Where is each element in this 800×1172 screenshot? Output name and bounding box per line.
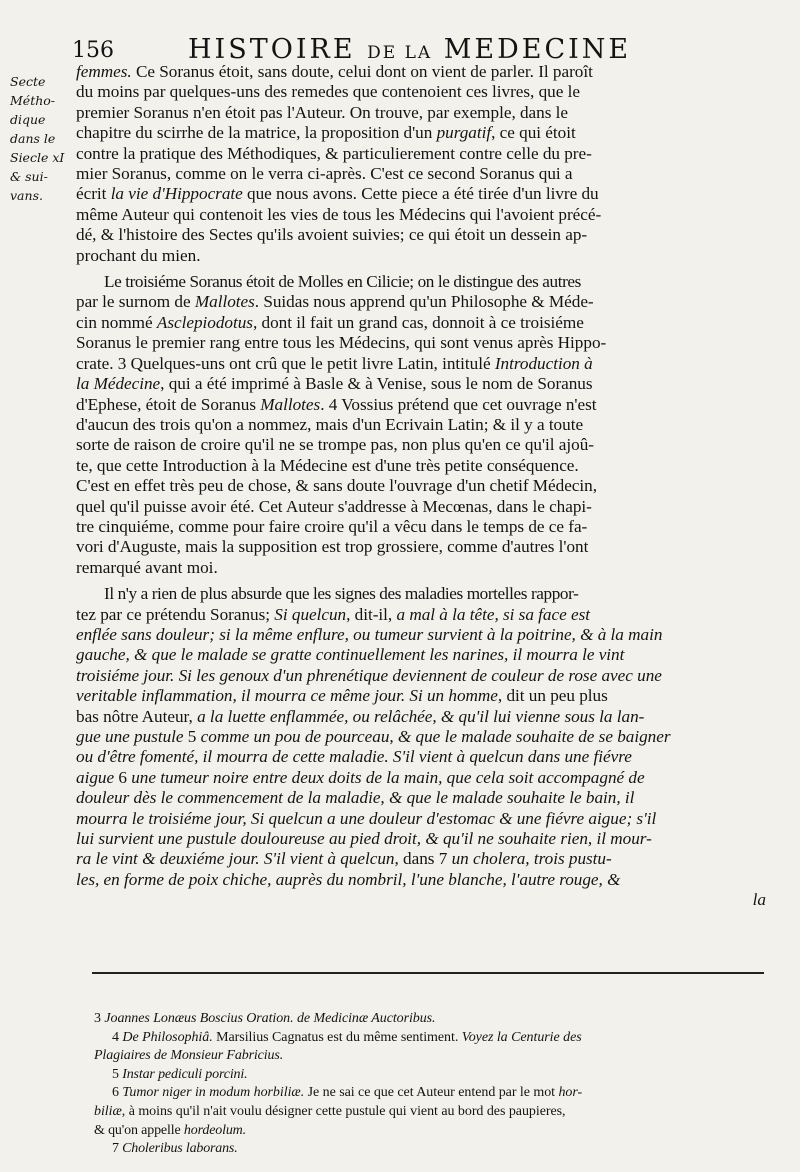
text-segment: , dit un peu plus [497, 686, 608, 706]
text-line [76, 82, 766, 102]
text-segment: d'aucun des trois qu'on a nommez, mais d'un Ecrivain Latin; & il y a toute [76, 414, 584, 434]
text-segment: par le surnom de [76, 292, 195, 312]
title-de-la: DE LA [367, 43, 433, 63]
text-line [76, 584, 766, 604]
text-segment: hordeolum. [183, 1122, 246, 1138]
text-segment: Joannes Lonæus Boscius Oration. de Medicinæ Auctoribus. [104, 1011, 436, 1026]
text-segment: cin nommé [76, 312, 157, 332]
text-segment: Instar pediculi porcini. [122, 1066, 248, 1082]
text-segment: mourra le troisiéme jour, Si quelcun a une douleur d'estomac & une fiévre aigue; s'il [76, 808, 657, 828]
main-text [76, 62, 766, 911]
text-line [76, 456, 766, 476]
text-segment: que nous avons. Cette piece a été tirée d'un livre du [242, 184, 599, 204]
text-segment: sorte de raison de croire qu'il ne se trompe pas, non plus qu'en ce qu'il ajoû- [76, 435, 594, 455]
footnotes [94, 1010, 774, 1159]
text-line [76, 605, 766, 625]
text-segment: gauche, & que le malade se gratte continuellement les narines, il mourra le vint [76, 645, 625, 665]
text-line [76, 727, 766, 747]
text-line [76, 517, 766, 537]
text-line [76, 435, 766, 455]
text-segment: un cholera, trois pustu- [451, 849, 612, 869]
text-line [76, 415, 766, 435]
text-line [76, 809, 766, 829]
text-segment: hor- [558, 1085, 583, 1101]
text-segment: comme un pou de pourceau, & que le malade souhaite de se baigner [200, 727, 671, 746]
text-segment: , ce qui étoit [491, 123, 576, 143]
text-segment: a mal à la tête, si sa face est [396, 604, 590, 624]
text-segment: une tumeur noire entre deux doits de la main, que cela soit accompagné de [131, 767, 645, 787]
title-histoire: HISTOIRE [188, 34, 356, 65]
text-line [76, 272, 766, 292]
text-line [76, 537, 766, 557]
text-segment: tez par ce prétendu Soranus; [76, 604, 275, 624]
text-segment: tre cinquiéme, comme pour faire croire qu'il a vêcu dans le temps de ce fa- [76, 516, 588, 536]
text-segment: Soranus le premier rang entre tous les Médecins, qui sont venus après Hippo- [76, 333, 607, 353]
text-segment: , à moins qu'il n'ait voulu désigner cette pustule qui vient au bord des paupieres, [121, 1103, 566, 1119]
text-segment: De Philosophiâ. [122, 1029, 213, 1045]
margin-note-line: dans le [10, 131, 56, 146]
footnote-line [94, 1103, 774, 1122]
text-segment: Il n'y a rien de plus absurde que les signes des maladies mortelles rappor- [104, 584, 579, 604]
text-line [76, 395, 766, 415]
text-segment: contre la pratique des Méthodiques, & particulierement contre celle du pre- [76, 143, 592, 163]
text-segment: C'est en effet très peu de chose, & sans doute l'ouvrage d'un chetif Médecin, [76, 476, 598, 496]
text-segment: Je ne sai ce que cet Auteur entend par le mot [304, 1085, 559, 1101]
margin-note [10, 72, 80, 205]
text-line [76, 497, 766, 517]
margin-note-line: Siecle xI [10, 150, 65, 165]
title-medecine: MEDECINE [443, 34, 632, 65]
text-line [76, 849, 766, 869]
text-segment: enflée sans douleur; si la même enflure, ou tumeur survient à la poitrine, & à la main [76, 624, 663, 644]
text-segment: vori d'Auguste, mais la supposition est trop grossiere, comme d'autres l'ont [76, 537, 589, 557]
margin-note-line: & sui- [10, 169, 48, 184]
text-segment: bas nôtre Auteur, [76, 706, 198, 726]
margin-note-line: vans. [10, 188, 43, 203]
text-segment: & qu'on appelle [94, 1122, 184, 1138]
text-segment: aigue [76, 767, 115, 787]
text-segment: 6 [114, 767, 132, 787]
text-segment: Asclepiodotus [156, 312, 253, 332]
text-segment: Introduction à [494, 353, 593, 373]
text-segment: Plagiaires de Monsieur Fabricius. [94, 1048, 284, 1064]
text-line [76, 246, 766, 266]
text-segment: prochant du mien. [76, 245, 201, 265]
text-segment: Le troisiéme Soranus étoit de Molles en Cilicie; on le distingue des autres [104, 272, 581, 292]
text-line [76, 788, 766, 808]
margin-note-line: Métho- [10, 93, 56, 108]
text-segment: écrit [76, 184, 111, 204]
text-segment: , qui a été imprimé à Basle & à Venise, sous le nom de Soranus [160, 374, 593, 394]
text-segment: a la luette enflammée, ou relâchée, & qu'il lui vienne sous la lan- [197, 706, 645, 726]
page-number: 156 [72, 38, 114, 63]
text-line [76, 123, 766, 143]
text-segment: Marsilius Cagnatus est du même sentiment. [212, 1029, 462, 1045]
text-segment: ra le vint & deuxiéme jour. S'il vient à quelcun [76, 849, 395, 869]
text-segment: 4 [112, 1029, 123, 1045]
text-segment: ou d'être fomenté, il mourra de cette maladie. S'il vient à quelcun dans une fiévre [76, 747, 632, 767]
text-segment: lui survient une pustule douloureuse au pied droit, & qu'il ne souhaite rien, il mour- [76, 829, 652, 849]
text-line [76, 666, 766, 686]
text-line [76, 103, 766, 123]
text-segment: douleur dès le commencement de la maladie, & que le malade souhaite le bain, il [76, 788, 635, 808]
text-line [76, 645, 766, 665]
text-segment: Ce Soranus étoit, sans doute, celui dont on vient de parler. Il paroît [131, 62, 593, 81]
text-segment: la vie d'Hippocrate [110, 184, 243, 204]
text-segment: biliæ [94, 1103, 122, 1119]
text-segment: même Auteur qui contenoit les vies de tous les Médecins qui l'avoient précé- [76, 204, 602, 224]
text-segment: la Médecine [76, 374, 161, 394]
text-line [76, 686, 766, 706]
text-segment: 6 [112, 1085, 123, 1101]
text-line [76, 144, 766, 164]
text-segment: les, en forme de poix chiche, auprès du nombril, l'une blanche, l'autre rouge, & [76, 869, 621, 889]
footnote-line [94, 1066, 774, 1085]
text-segment: quel qu'il puisse avoir été. Cet Auteur s'addresse à Mecœnas, dans le chapi- [76, 496, 592, 516]
text-segment: veritable inflammation, il mourra ce même jour. [76, 686, 406, 706]
footnote-rule [92, 972, 764, 974]
text-segment: Choleribus laborans. [122, 1141, 238, 1157]
text-line [76, 829, 766, 849]
text-segment: , dont il fait un grand cas, donnoit à ce troisiéme [252, 312, 584, 332]
text-line [76, 205, 766, 225]
text-segment: . 4 Vossius prétend que cet ouvrage n'est [320, 394, 597, 414]
text-segment: 5 [112, 1066, 123, 1082]
text-segment: remarqué avant moi. [76, 557, 218, 577]
running-title [188, 34, 631, 65]
text-line [76, 870, 766, 890]
text-line [76, 747, 766, 767]
text-segment: 5 [183, 727, 201, 746]
text-segment: d'Ephese, étoit de Soranus [76, 394, 261, 414]
margin-note-line: dique [10, 112, 46, 127]
text-line [76, 558, 766, 578]
text-line [76, 333, 766, 353]
text-segment: troisiéme jour. Si les genoux d'un phrenétique deviennent de couleur de rose avec une [76, 665, 662, 685]
text-segment: Tumor niger in modum horbiliæ. [122, 1085, 305, 1101]
text-segment: Mallotes [194, 292, 255, 312]
text-segment: dé, & l'histoire des Sectes qu'ils avoient suivies; ce qui étoit un dessein ap- [76, 225, 588, 245]
text-line [76, 354, 766, 374]
footnote-line [94, 1029, 774, 1048]
margin-note-line: Secte [10, 74, 46, 89]
text-segment: Si un homme [409, 686, 498, 706]
text-segment: te, que cette Introduction à la Médecine est d'une très petite conséquence. [76, 455, 579, 475]
text-segment: femmes. [76, 62, 132, 81]
text-line [76, 164, 766, 184]
text-line [76, 225, 766, 245]
text-segment: . Suidas nous apprend qu'un Philosophe & Méde- [254, 292, 594, 312]
footnote-line [94, 1047, 774, 1066]
text-segment: purgatif [436, 123, 492, 143]
text-segment: la [752, 890, 766, 910]
text-line [76, 707, 766, 727]
footnote-line [94, 1084, 774, 1103]
text-segment: Si quelcun [274, 604, 347, 624]
text-segment: Mallotes [260, 394, 321, 414]
text-segment: 3 [94, 1011, 105, 1026]
text-line [76, 313, 766, 333]
text-line [76, 184, 766, 204]
text-line [76, 62, 766, 82]
text-line [76, 476, 766, 496]
text-segment: gue une pustule [76, 727, 184, 746]
text-line [76, 292, 766, 312]
footnote-line [94, 1140, 774, 1159]
text-segment: du moins par quelques-uns des remedes que contenoient ces livres, que le [76, 82, 580, 102]
text-line [76, 768, 766, 788]
footnote-line [94, 1010, 774, 1029]
text-line [76, 625, 766, 645]
text-segment: Voyez la Centurie des [461, 1029, 582, 1045]
footnote-line [94, 1122, 774, 1141]
text-segment: chapitre du scirrhe de la matrice, la proposition d'un [76, 123, 437, 143]
text-line [76, 890, 766, 910]
text-segment: , dit-il, [346, 604, 397, 624]
text-segment: mier Soranus, comme on le verra ci-après. C'est ce second Soranus qui a [76, 164, 573, 184]
text-segment: premier Soranus n'en étoit pas l'Auteur. On trouve, par exemple, dans le [76, 102, 568, 122]
text-segment: crate. 3 Quelques-uns ont crû que le petit livre Latin, intitulé [76, 353, 495, 373]
text-segment: , dans 7 [394, 849, 452, 869]
text-line [76, 374, 766, 394]
text-segment: 7 [112, 1141, 123, 1157]
